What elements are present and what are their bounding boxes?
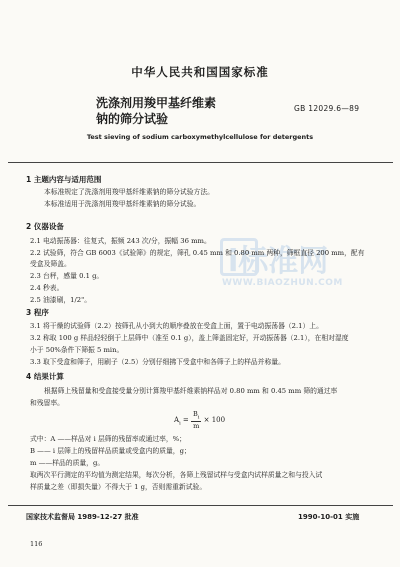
paragraph-line: 根据筛上残留量和受盒接受量分别计算羧甲基纤维素钠样品对 0.80 mm 和 0.45 mm 筛的通过率 [44,387,338,395]
watermark-text: i标准网 [228,244,329,279]
page-number: 116 [30,540,43,548]
watermark-url: WWW.BIAOZHUN.COM [222,278,343,288]
paragraph-line: 2.5 油漆刷，1/2"。 [30,296,92,304]
formula: $A_i$ = $\frac{B_i}{m}$ × 100 [174,410,226,431]
definition-line: 式中：A ——样品对 i 层筛的残留率或通过率，%； [30,435,186,443]
paragraph-line: 2.4 秒表。 [30,284,64,292]
definition-line: 样质量之差（即损失量）不得大于 1 g，否则需重新试验。 [30,483,207,491]
paragraph-line: 本标准规定了洗涤剂用羧甲基纤维素钠的筛分试验方法。 [44,188,214,196]
formula-lhs: A [174,416,180,425]
formula-lhs-sub: i [179,420,181,427]
header-divider [8,162,393,163]
paragraph-line: 3.3 取下受盒和筛子，用刷子（2.5）分别仔细拂下受盒中和各筛子上的样品并称量。 [30,358,285,366]
paragraph-line: 2.3 台秤，感量 0.1 g。 [30,272,104,280]
document-title: 洗涤剂用羧甲基纤维素钠的筛分试验 [96,96,217,126]
definition-line: B —— i 层筛上的残留样品质量或受盒内的质量，g； [30,447,191,455]
definition-line: m ——样品的质量，g。 [30,459,105,467]
paragraph-line: 2.2 试验筛，符合 GB 6003《试验筛》的规定，筛孔 0.45 mm 和 0.80 mm 两种，筛框直径 200 mm，配有 [30,249,365,257]
section-heading: 4 结果计算 [26,372,64,381]
formula-tail: × 100 [203,416,226,425]
paragraph-line: 2.1 电动振荡器：往复式，振频 243 次/分，振幅 36 mm。 [30,237,211,245]
paragraph-line: 小于 50%条件下筛振 5 min。 [30,346,124,354]
paragraph-line: 本标准适用于洗涤剂用羧甲基纤维素钠的筛分试验。 [44,200,201,208]
formula-fraction [191,410,201,430]
section-heading: 1 主题内容与适用范围 [26,175,102,184]
formula-numerator-sub: i [197,414,200,421]
definition-line: 取两次平行测定的平均值为测定结果，每次分析，各筛上残留试样与受盒内试样质量之和与投入试 [30,471,323,479]
paragraph-line: 受盒及筛盖。 [30,260,71,268]
formula-denominator: m [193,422,200,431]
approval-date: 国家技术监督局 1989-12-27 批准 [26,513,139,521]
paragraph-line: 和残留率。 [30,399,64,407]
paragraph-line: 3.2 称取 100 g 样品轻轻倒于上层筛中（准至 0.1 g），盖上筛盖固定好，开动振荡器（2.1），在相对湿度 [30,334,349,342]
section-heading: 2 仪器设备 [26,222,64,231]
english-title: Test sieving of sodium carboxymethylcellulose for detergents [86,133,314,141]
standard-code: GB 12029.6—89 [294,104,360,113]
standard-name: 中华人民共和国国家标准 [131,65,269,79]
formula-numerator: B [193,410,198,418]
implementation-date: 1990-10-01 实施 [298,513,360,521]
section-heading: 3 程序 [26,308,49,317]
paragraph-line: 3.1 将干燥的试验筛（2.2）按筛孔从小到大的顺序叠放在受盒上面，置于电动振荡器（2.1）上。 [30,322,323,330]
footer-divider [8,505,393,506]
